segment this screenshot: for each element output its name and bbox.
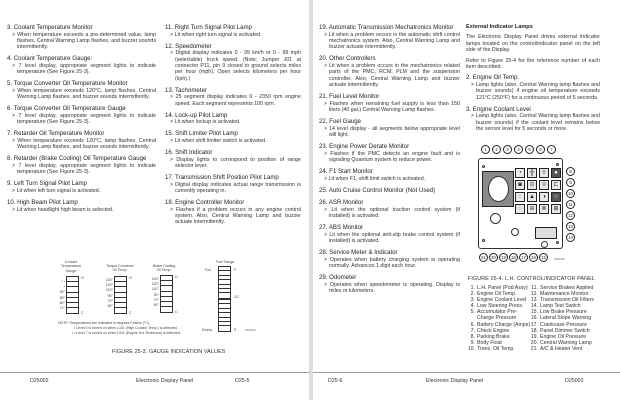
footer-page-number: D25-6	[328, 378, 343, 384]
left-page-column-1	[7, 24, 156, 218]
list-item: 4. Coolant Temperature Gauge: > 7 level display, appropriate segment lights to indicate temperature (See Figure 25-3).	[7, 55, 156, 75]
footer-title: Electronic Display Panel	[426, 378, 484, 384]
legend-item: 16. Lateral Slope Warning	[530, 315, 592, 322]
legend-item: 2. Engine Oil Temp.	[470, 291, 517, 298]
legend-item: 3. Engine Coolant Level	[470, 297, 527, 304]
list-item: 12. Speedometer > Digital display indicates 0 - 99 km/h or 0 - 99 mph (selectable) truck speed. (Note: Jumper J01 at connector P11, pin 9 closed to ground selects miles per hour (mph). Open selects kilometers per hour (kph).)	[165, 43, 301, 83]
legend-item: 19. Engine Oil Pressure	[530, 333, 587, 340]
right-page-column-2: External Indicator Lamps The Electronic Display Panel drives external indicator lamps located on the control/indicator panel on the left side of the Display. Refer to Figure 25-4 for the reference number of each item described. 2. Engine Oil Temp. > Lamp lights (also, Central Warning lamp flashes and buzzer sounds) if engine oil temperature exceeds 121°C (250°F) for a continuous period of 5 seconds. 3. Engine Coolant Level > Lamp lights (also, Central Warning lamp flashes and buzzer sounds) if the coolant level remains below the sensor level for 5 seconds or more.	[466, 24, 600, 137]
trans-oil-filter-lamp: ⊚	[539, 204, 549, 214]
list-item: 10. High Beam Pilot Lamp > Lit when headlight high beam is selected.	[7, 199, 156, 213]
dimmer-indicator	[541, 241, 548, 248]
footer-divider	[313, 372, 620, 373]
steering-press-lamp: ◊	[539, 168, 549, 178]
list-item: 23. Engine Power Derate Monitor > Flashes if the PMC detects an engine fault and is signaling Quantum system to reduce power.	[319, 143, 460, 163]
list-item: 3. Coolant Temperature Monitor > When temperature exceeds a pre-determined value, lamp flashes, Central Warning Lamp flashes, and buzzer sounds intermittently.	[7, 24, 156, 51]
legend-item: 7. Check Engine	[470, 327, 510, 334]
figure-25-3-caption: FIGURE 25-3. GAUGE INDICATION VALUES	[112, 349, 226, 355]
left-page-column-2	[165, 24, 301, 230]
list-item: 5. Torque Converter Oil Temperature Monitor > When temperature exceeds 120°C, lamp flashes, Central Warning Lamp flashes, and buzzer sounds intermittently.	[7, 80, 156, 100]
fuel-gauge-title: Fuel Gauge	[215, 260, 235, 264]
list-item: 25. Auto Cruise Control Monitor (Not Used)	[319, 186, 436, 194]
trans-oil-temp-lamp: ◑	[539, 192, 549, 202]
legend-item: 14. Lamp Test Switch	[530, 303, 581, 310]
control-indicator-panel-figure: 1 2 3 4 5 6 7 ◔ ╬ ◊ ● ◙ ⊙ ≡ ⊏ ◌ ▲ ◑ ○ ◌ ⊖ ⊚ ⊞ 8 9 10 11 12 13 14 21 20 19 18 17 16 15 H050058	[470, 140, 580, 270]
legend-item: 9. Body Float	[470, 339, 502, 346]
footer-doc-code: D25002	[565, 378, 584, 384]
list-item: 18. Engine Controller Monitor > Flashes if a problem occurs in any engine control system. Also, Central Warning Lamp and buzzer actuate intermittently.	[165, 199, 301, 226]
left-page	[0, 0, 309, 400]
list-item: 13. Tachometer > 25 segment display indicates 0 - 2350 rpm engine speed. Each segment represents 100 rpm.	[165, 87, 301, 107]
legend-item: 5. Accumulator Pre-	[470, 309, 518, 316]
torque-converter-gauge-labels: 130° 120° 110° 90° 70° 50°	[105, 278, 113, 309]
legend-column-right	[530, 285, 594, 352]
list-item: 7. Retarder Oil Temperature Monitor > When temperature exceeds 120°C, lamp flashes, Central Warning Lamp flashes, and buzzer sounds intermittently.	[7, 130, 156, 150]
legend-item: 10. Trans. Oil Temp.	[467, 345, 515, 352]
list-item: 11. Right Turn Signal Pilot Lamp > Lit when right turn signal is activated.	[165, 24, 301, 38]
coolant-gauge-title: Coolant Temperature Gauge	[60, 260, 82, 273]
battery-lamp: ⊙	[527, 180, 537, 190]
footer-page-number: D25-5	[235, 378, 250, 384]
fuel-gauge-lower-bar	[218, 299, 231, 332]
lh-panel-plate	[478, 158, 563, 249]
list-item: 6. Torque Converter Oil Temperature Gauge > 7 level display, appropriate segment lights to indicate temperature (See Figure 25-3).	[7, 105, 156, 125]
parking-brake-lamp: ●	[551, 168, 561, 178]
list-item: 14. Lock-up Pilot Lamp > Lit when lockup is activated.	[165, 112, 301, 126]
maintenance-monitor-lamp: ⊞	[551, 204, 561, 214]
external-lamps-heading: External Indicator Lamps	[466, 24, 533, 30]
legend-item: 12. Maintenance Monitor	[530, 291, 589, 298]
legend-item: 13. Transmission Oil Filters	[530, 297, 594, 304]
legend-item: 21. A/C & Heater Vent	[530, 345, 583, 352]
legend-item: 6. Battery Charge (Amps)	[470, 321, 531, 328]
brake-cooling-gauge-title: Brake Cooling Oil Temp.	[152, 264, 176, 273]
body-float-lamp: ⊏	[551, 180, 561, 190]
footer-doc-code: D25002	[30, 378, 49, 384]
right-page-column-1	[319, 24, 460, 299]
gauge-indication-figure: Coolant Temperature Gauge * * * 90° 85° 80° 71° H C Torque Converter Oil Temp. 130° 120° 110° 90° 70° 50° H C Brake Cooling Oil Temp. 130° 120° 110° 90° 70° 50° H C Fuel Gauge Full F 1/2 E Empty D25002A NOTE: Temperatures are indicated in degrees Celsius (°C). • Level 6 is turned on when L151 (High Coolant Temp.) is detected. • • Level 7 is turned on when L611 (Engine Hot Shutdown) is detected.	[50, 259, 280, 339]
engine-oil-pressure-lamp: ◌	[515, 192, 525, 202]
crankcase-pressure-lamp: ◌	[515, 204, 525, 214]
ac-heater-vent	[490, 213, 501, 224]
list-item: 29. Odometer > Operates when speedometer is operating. Display is miles or kilometers.	[319, 274, 460, 294]
footer-title: Electronic Display Panel	[136, 378, 194, 384]
list-item: 19. Automatic Transmission Mechatronics Monitor > Lit when a problem occurs in the automatic shift control mechatronics system. Also, Central Warning Lamp and buzzer actuate intermittently.	[319, 24, 460, 51]
list-item: 9. Left Turn Signal Pilot Lamp > Lit when left turn signal is activated.	[7, 180, 156, 194]
legend-item: 1. L.H. Panel (Pod Assy)	[470, 285, 528, 291]
footer-divider	[0, 372, 309, 373]
coolant-gauge-labels: * * * 90° 85° 80° 71°	[59, 280, 65, 311]
list-item: 24. F1 Start Monitor > Lit when F1, shift limit switch is activated.	[319, 168, 460, 182]
legend-column-left	[467, 285, 530, 352]
service-brakes-lamp: ○	[551, 192, 561, 202]
lateral-slope-lamp: ▲	[527, 192, 537, 202]
list-item: 3. Engine Coolant Level > Lamp lights (also, Central Warning lamp flashes and buzzer sounds) if the coolant level remains below the sensor level for 5 seconds or more.	[466, 106, 600, 133]
gauge-note: NOTE: Temperatures are indicated in degrees Celsius (°C). • Level 6 is turned on when L151 (High Coolant Temp.) is detected. • • Level 7 is turned on when L611 (Engine Hot Shutdown) is detected.	[58, 321, 181, 335]
legend-item: Charge Pressure	[477, 315, 517, 322]
legend-item: 4. Low Steering Press.	[470, 303, 524, 310]
check-engine-lamp: ≡	[539, 180, 549, 190]
legend-item: 18. Panel Dimmer Switch	[530, 327, 590, 334]
torque-converter-gauge-title: Torque Converter Oil Temp.	[106, 264, 134, 273]
figure-25-4-caption: FIGURE 25-4. L.H. CONTROL/INDICATOR PANEL	[468, 276, 595, 282]
list-item: 8. Retarder (Brake Cooling) Oil Temperature Gauge > 7 level display, appropriate segment lights to indicate temperature (See Figure 25-3).	[7, 155, 156, 175]
legend-item: 11. Service Brakes Applied	[531, 285, 594, 291]
coolant-level-lamp: ╬	[527, 168, 537, 178]
legend-item: 20. Central Warning Lamp	[530, 339, 592, 346]
list-item: 21. Fuel Level Monitor > Flashes when remaining fuel supply is less than 150 liters (40 gal.) Central Warning Lamp flashes.	[319, 93, 460, 113]
legend-item: 15. Low Brake Pressure	[530, 309, 587, 316]
legend-item: 8. Parking Brake	[470, 333, 510, 340]
list-item: 22. Fuel Gauge > 14 level display - all segments below appropriate level will light.	[319, 118, 460, 138]
list-item: 17. Transmission Shift Position Pilot Lamp > Digital display indicates actual range transmission is currently operating in.	[165, 174, 301, 194]
list-item: 15. Shift Limiter Pilot Lamp > Lit when shift limiter switch is activated.	[165, 130, 301, 144]
list-item: 20. Other Controllers > Lit when a problem occurs in the mechatronics related parts of the PMC, RCM, PLM and the suspension controller. Also, Central Warning Lamp and buzzer actuate intermittently.	[319, 55, 460, 88]
low-brake-pressure-lamp: ⊖	[527, 204, 537, 214]
list-item: 26. ASR Monitor > Lit when the optional traction control system (if installed) is activated.	[319, 199, 460, 219]
central-warning-lamp	[482, 171, 514, 207]
fuel-gauge-upper-bar	[218, 266, 231, 299]
coolant-gauge-bar	[66, 276, 79, 314]
list-item: 28. Service Meter & Indicator > Operates when battery charging system is operating normally. Advances 1 digit each hour.	[319, 249, 460, 269]
engine-oil-temp-lamp: ◔	[515, 168, 525, 178]
lamp-test-switch[interactable]	[535, 227, 557, 239]
torque-converter-gauge-bar	[114, 276, 127, 314]
brake-cooling-gauge-bar	[160, 275, 173, 313]
list-item: 2. Engine Oil Temp. > Lamp lights (also, Central Warning lamp flashes and buzzer sounds) if engine oil temperature exceeds 121°C (250°F) for a continuous period of 5 seconds.	[466, 74, 600, 101]
list-item: 16. Shift Indicator > Display lights to correspond to position of range selector lever.	[165, 149, 301, 169]
accumulator-lamp: ◙	[515, 180, 525, 190]
panel-dimmer-knob[interactable]	[511, 228, 519, 236]
brake-cooling-gauge-labels: 130° 120° 110° 90° 70° 50°	[151, 277, 159, 308]
legend-item: 17. Crankcase Pressure	[530, 321, 587, 328]
list-item: 27. ABS Monitor > Lit when the optional anti-slip brake control system (if installed) is activated.	[319, 224, 460, 244]
